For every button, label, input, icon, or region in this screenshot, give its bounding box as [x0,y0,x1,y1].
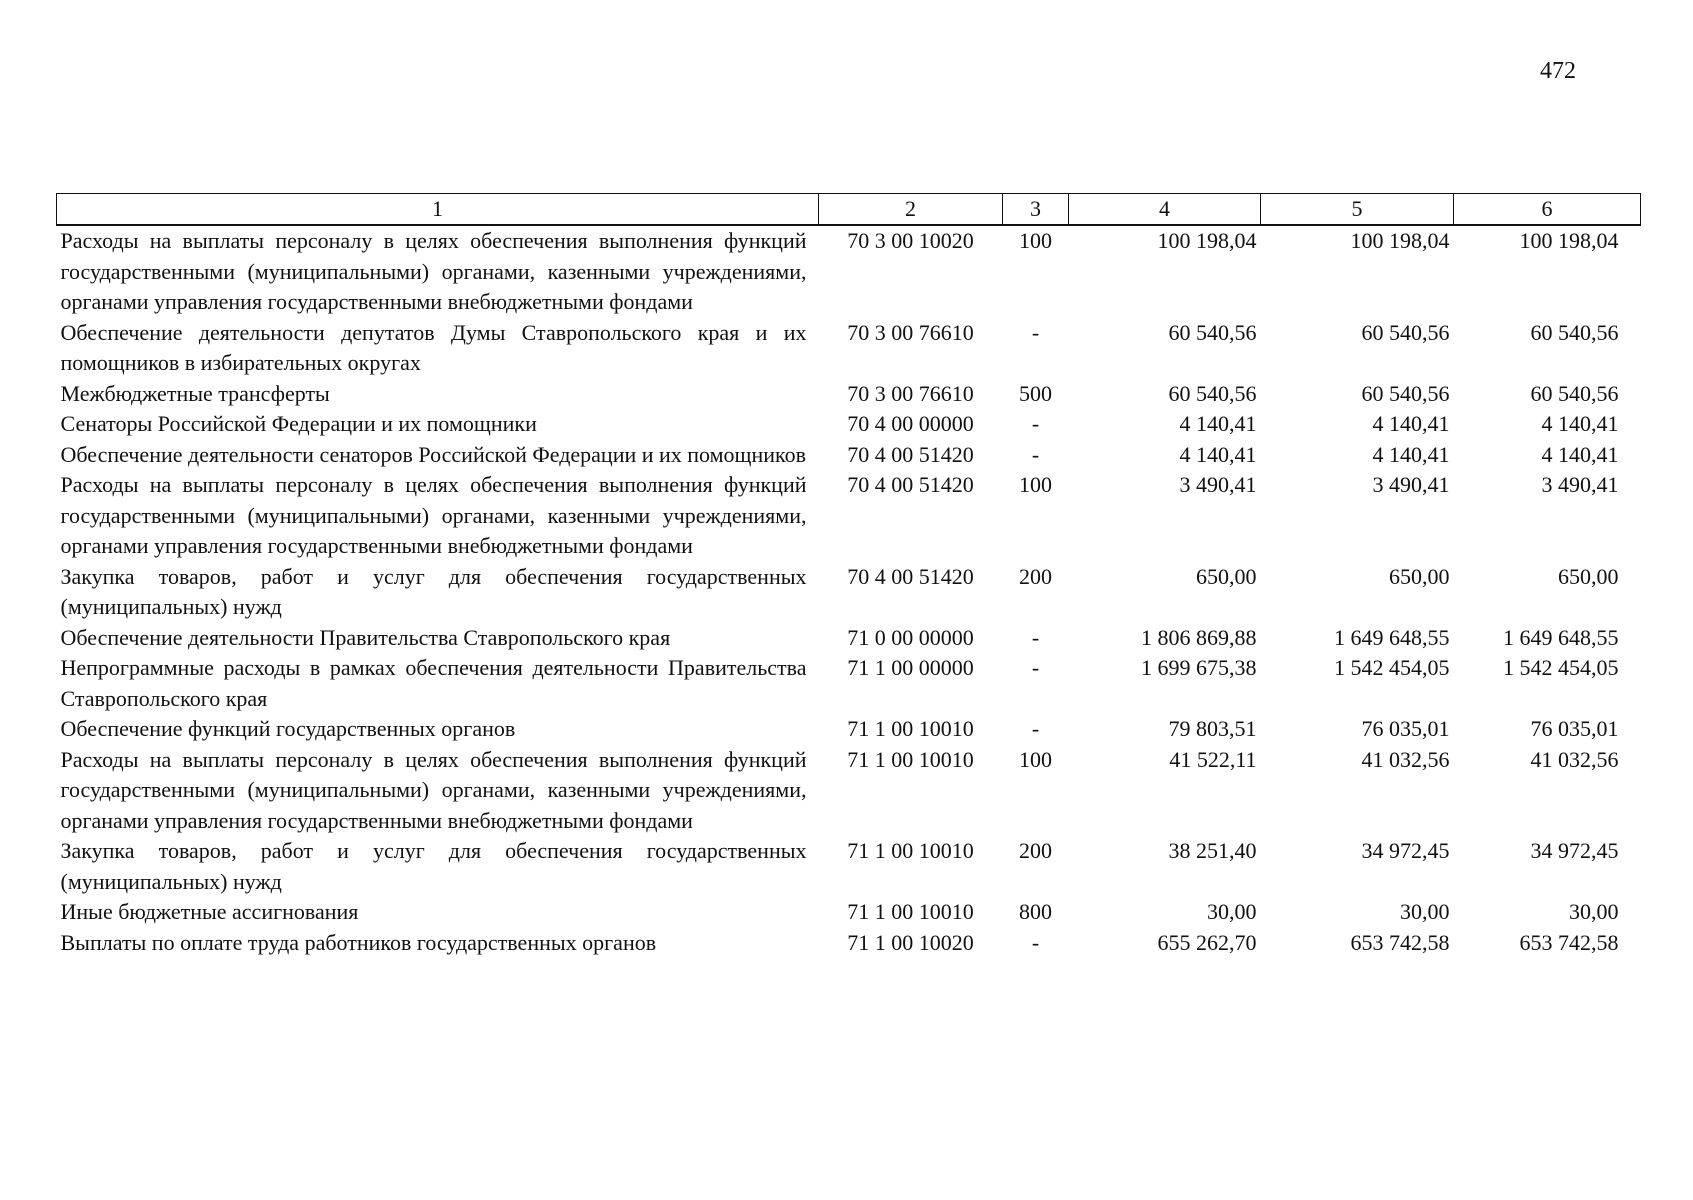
row-value-4: 41 522,11 [1169,746,1257,772]
row-value-4: 30,00 [1207,899,1257,924]
row-code: 71 1 00 00000 [847,655,974,680]
row-code: 71 1 00 10010 [847,899,974,924]
row-value-5: 60 540,56 [1361,319,1450,345]
row-value-5: 4 140,41 [1372,411,1450,436]
row-value-4: 100 198,04 [1157,228,1257,253]
row-value-6: 650,00 [1558,563,1619,589]
row-value-4: 4 140,41 [1179,411,1257,436]
header-col-3: 3 [1003,194,1069,226]
table-row [57,836,1641,897]
row-value-4: 38 251,40 [1168,838,1257,863]
row-code: 70 4 00 51420 [847,563,974,589]
row-value-5: 1 649 648,55 [1334,624,1450,650]
row-name: Обеспечение деятельности Правительства Ставропольского края [60,624,671,650]
table-row [57,897,1641,928]
row-type: 200 [1019,838,1052,863]
row-code: 71 1 00 10010 [847,716,974,741]
row-name: Закупка товаров, работ и услуг для обеспечения государственных (муниципальных) нужд [60,838,807,894]
row-value-5: 34 972,45 [1361,838,1450,863]
row-value-5: 3 490,41 [1372,472,1450,497]
row-value-5: 100 198,04 [1350,228,1450,253]
row-value-6: 76 035,01 [1530,716,1619,741]
row-value-6: 4 140,41 [1541,411,1619,436]
row-value-6: 100 198,04 [1519,228,1619,253]
row-value-4: 650,00 [1196,563,1257,589]
row-type: - [1031,929,1040,955]
header-col-5: 5 [1261,194,1454,226]
table-row [57,225,1641,318]
row-name: Расходы на выплаты персоналу в целях обеспечения выполнения функций государственными (муниципальными) органами, казенными учреждениями, органами управления государственными внебюджетными фондами [60,746,807,833]
row-code: 70 4 00 00000 [847,411,974,436]
table-row [57,470,1641,562]
row-code: 70 3 00 76610 [847,319,974,345]
row-value-6: 3 490,41 [1541,472,1619,497]
row-value-4: 1 806 869,88 [1141,624,1257,650]
row-name: Расходы на выплаты персоналу в целях обеспечения выполнения функций государственными (муниципальными) органами, казенными учреждениями, органами управления государственными внебюджетными фондами [60,228,807,314]
table-row [57,409,1641,440]
row-value-5: 653 742,58 [1350,929,1450,955]
row-code: 70 4 00 51420 [847,441,974,467]
row-type: - [1031,319,1040,345]
row-value-5: 60 540,56 [1361,380,1450,406]
row-name: Непрограммные расходы в рамках обеспечения деятельности Правительства Ставропольского края [60,655,807,711]
row-value-6: 1 542 454,05 [1503,655,1619,680]
row-name: Иные бюджетные ассигнования [60,899,359,924]
row-type: - [1031,716,1040,741]
row-value-5: 1 542 454,05 [1334,655,1450,680]
row-type: 200 [1019,563,1052,589]
row-name: Сенаторы Российской Федерации и их помощники [60,411,537,436]
row-value-6: 4 140,41 [1541,441,1619,467]
header-row [57,194,1641,226]
row-type: - [1031,411,1040,436]
row-name: Обеспечение функций государственных органов [60,716,516,741]
row-value-6: 60 540,56 [1530,380,1619,406]
row-value-5: 41 032,56 [1361,746,1450,772]
row-type: - [1031,655,1040,680]
row-code: 70 4 00 51420 [847,472,974,497]
budget-table [56,193,1641,958]
row-code: 71 1 00 10010 [847,746,974,772]
row-code: 70 3 00 76610 [847,380,974,406]
table-row [57,379,1641,410]
row-value-5: 30,00 [1400,899,1450,924]
row-value-5: 76 035,01 [1361,716,1450,741]
row-code: 70 3 00 10020 [847,228,974,253]
table-row [57,623,1641,654]
header-col-2: 2 [819,194,1003,226]
table-row [57,562,1641,623]
row-value-4: 3 490,41 [1179,472,1257,497]
row-type: 800 [1019,899,1052,924]
row-code: 71 1 00 10020 [847,929,974,955]
row-type: 500 [1019,380,1052,406]
row-value-6: 30,00 [1569,899,1619,924]
row-value-4: 79 803,51 [1168,716,1257,741]
row-name: Обеспечение деятельности депутатов Думы Ставропольского края и их помощников в избирательных округах [60,319,807,375]
row-value-6: 34 972,45 [1530,838,1619,863]
table-row [57,318,1641,379]
row-value-5: 650,00 [1389,563,1450,589]
row-name: Выплаты по оплате труда работников государственных органов [60,929,657,955]
row-type: - [1031,441,1040,467]
row-name: Закупка товаров, работ и услуг для обеспечения государственных (муниципальных) нужд [60,563,807,619]
table-row [57,653,1641,714]
header-col-6: 6 [1454,194,1641,226]
header-col-1: 1 [57,194,819,226]
row-value-4: 655 262,70 [1157,929,1257,955]
row-value-4: 1 699 675,38 [1141,655,1257,680]
row-value-5: 4 140,41 [1372,441,1450,467]
row-type: 100 [1019,472,1052,497]
row-code: 71 1 00 10010 [847,838,974,863]
table-row [57,928,1641,959]
table-row [57,745,1641,837]
row-type: 100 [1019,228,1052,253]
row-value-6: 653 742,58 [1519,929,1619,955]
table-row [57,440,1641,471]
row-code: 71 0 00 00000 [847,624,974,650]
row-value-6: 41 032,56 [1530,746,1619,772]
row-name: Расходы на выплаты персоналу в целях обеспечения выполнения функций государственными (муниципальными) органами, казенными учреждениями, органами управления государственными внебюджетными фондами [60,472,807,558]
table-row [57,714,1641,745]
row-type: - [1031,624,1040,650]
row-value-6: 1 649 648,55 [1503,624,1619,650]
row-type: 100 [1019,746,1052,772]
page-number: 472 [1540,58,1576,84]
header-col-4: 4 [1069,194,1261,226]
row-name: Межбюджетные трансферты [60,380,330,406]
row-value-4: 4 140,41 [1179,441,1257,467]
row-value-6: 60 540,56 [1530,319,1619,345]
row-value-4: 60 540,56 [1168,380,1257,406]
row-name: Обеспечение деятельности сенаторов Российской Федерации и их помощников [60,441,807,467]
row-value-4: 60 540,56 [1168,319,1257,345]
